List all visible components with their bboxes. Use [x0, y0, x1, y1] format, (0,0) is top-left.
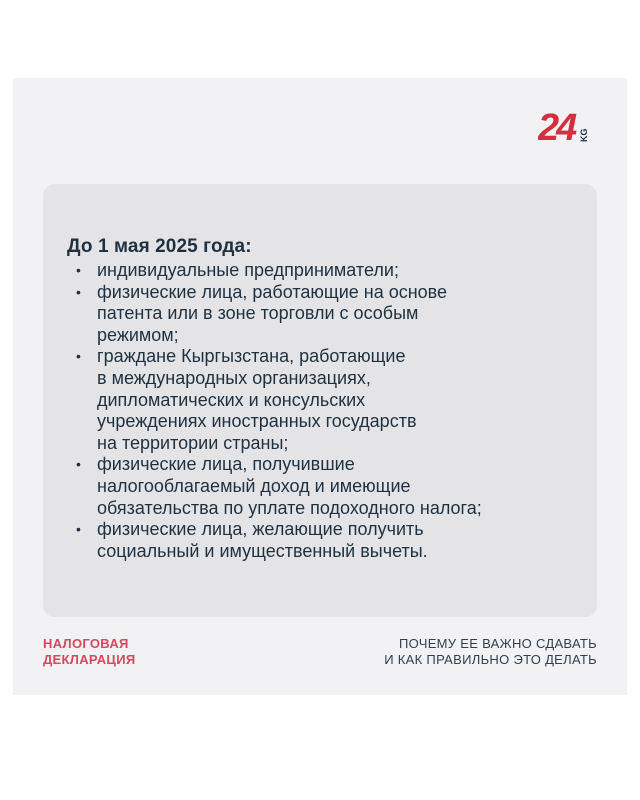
slide: [13, 78, 627, 695]
list-item-line: физические лица, желающие получить: [97, 519, 424, 540]
logo-number: 24: [538, 107, 575, 148]
list-item: [67, 519, 587, 562]
list-item-line: режимом;: [97, 324, 179, 345]
series-title-line: ДЕКЛАРАЦИЯ: [43, 652, 136, 667]
list-item-line: налогооблагаемый доход и имеющие: [97, 475, 411, 496]
bullet-icon: •: [76, 521, 81, 538]
list-item: [67, 260, 587, 282]
list-item-line: в международных организациях,: [97, 367, 371, 388]
brand-logo: [538, 106, 590, 148]
content-card: [43, 184, 597, 617]
list-item: [67, 282, 587, 347]
list-item-line: обязательства по уплате подоходного налога;: [97, 497, 482, 518]
series-subtitle-line: И КАК ПРАВИЛЬНО ЭТО ДЕЛАТЬ: [384, 652, 597, 667]
list-item-line: патента или в зоне торговли с особым: [97, 303, 419, 324]
list-item-line: граждане Кыргызстана, работающие: [97, 346, 406, 367]
series-title-line: НАЛОГОВАЯ: [43, 636, 129, 651]
list-item-line: социальный и имущественный вычеты.: [97, 540, 428, 561]
bullet-icon: •: [76, 456, 81, 473]
bullet-icon: •: [76, 348, 81, 365]
series-subtitle-line: ПОЧЕМУ ЕЕ ВАЖНО СДАВАТЬ: [398, 636, 597, 651]
logo-suffix: KG: [579, 128, 589, 142]
series-title: [43, 636, 135, 668]
bullet-icon: •: [76, 262, 81, 278]
list-item-line: индивидуальные предприниматели;: [97, 260, 399, 280]
list-item: [67, 346, 587, 454]
list-item-line: учреждениях иностранных государств: [97, 411, 417, 432]
series-subtitle: [384, 636, 597, 668]
section-heading: До 1 мая 2025 года:: [67, 236, 252, 257]
list-item-line: физические лица, получившие: [97, 454, 355, 475]
list-item-line: на территории страны;: [97, 432, 289, 453]
list-item-line: дипломатических и консульских: [97, 389, 366, 410]
list-item: [67, 454, 587, 519]
taxpayer-list: [67, 260, 587, 562]
bullet-icon: •: [76, 283, 81, 300]
list-item-line: физические лица, работающие на основе: [97, 281, 448, 302]
